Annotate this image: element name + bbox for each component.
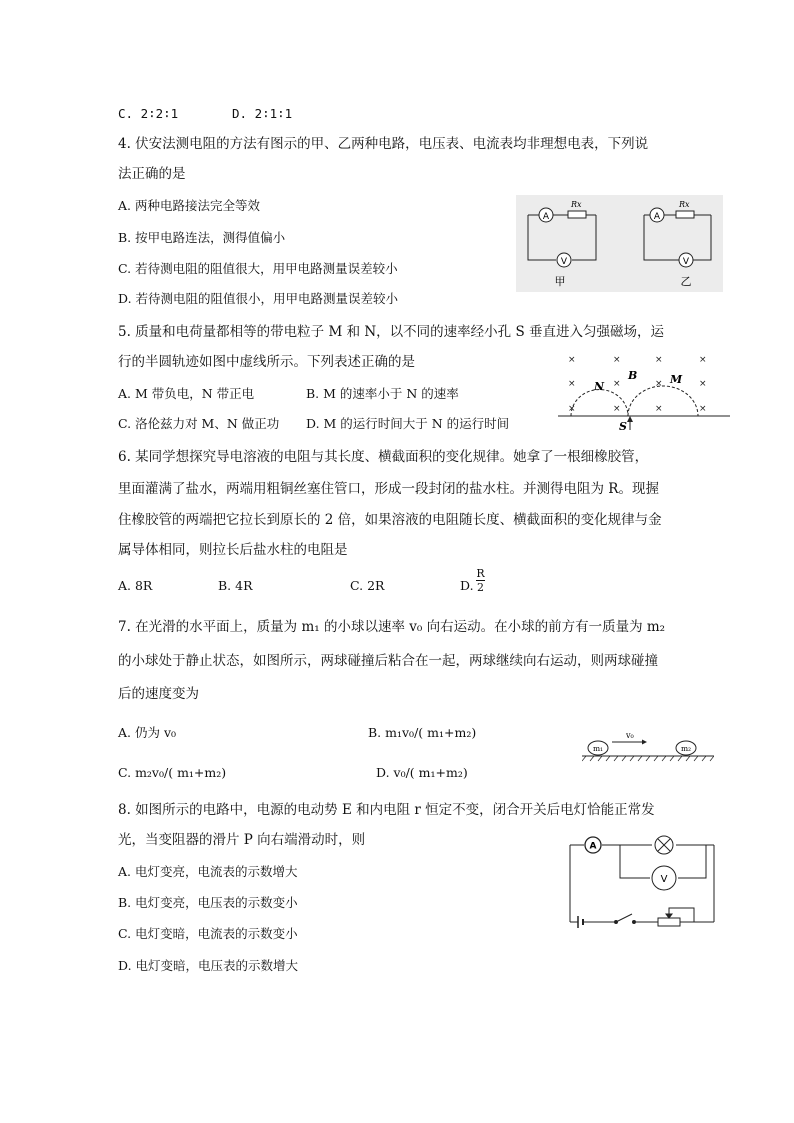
- q4-ammeter-left-label: A: [542, 212, 550, 222]
- q5-stem-line2: 行的半圆轨迹如图中虚线所示。下列表述正确的是: [118, 354, 415, 370]
- q3-option-d: D. 2∶1∶1: [232, 106, 293, 121]
- velocity-v0-label: v₀: [626, 731, 634, 740]
- q4-resistor-left-label: Rx: [571, 200, 582, 209]
- svg-text:×: ×: [613, 404, 621, 414]
- svg-text:×: ×: [699, 404, 707, 414]
- q4-stem-line2: 法正确的是: [118, 166, 186, 182]
- q4-option-c: C. 若待测电阻的阻值很大，用甲电路测量误差较小: [118, 261, 398, 276]
- q7-option-a: A. 仍为 v₀: [118, 725, 177, 740]
- q3-option-c: C. 2∶2∶1: [118, 106, 179, 121]
- q7-stem-line1: 7. 在光滑的水平面上，质量为 m₁ 的小球以速率 v₀ 向右运动。在小球的前方有一质量为 m₂: [118, 619, 666, 635]
- svg-text:×: ×: [699, 355, 707, 365]
- q6-option-a: A. 8R: [118, 578, 153, 593]
- svg-text:×: ×: [699, 379, 707, 389]
- fraction-denominator: 2: [477, 581, 484, 594]
- q4-option-b: B. 按甲电路连法，测得值偏小: [118, 230, 286, 245]
- q5-option-b: B. M 的速率小于 N 的速率: [306, 386, 459, 401]
- q4-stem-line1: 4. 伏安法测电阻的方法有图示的甲、乙两种电路，电压表、电流表均非理想电表，下列说: [118, 136, 649, 152]
- q4-label-yi: 乙: [680, 275, 692, 288]
- q8-option-b: B. 电灯变亮，电压表的示数变小: [118, 895, 298, 910]
- q8-voltmeter-label: V: [660, 874, 668, 885]
- q6-option-d: D.: [460, 578, 474, 593]
- svg-text:×: ×: [655, 379, 663, 389]
- q7-stem-line3: 后的速度变为: [118, 686, 199, 702]
- q5-stem-line1: 5. 质量和电荷量都相等的带电粒子 M 和 N，以不同的速率经小孔 S 垂直进入匀强磁场，运: [118, 324, 665, 340]
- q4-label-jia: 甲: [554, 275, 566, 288]
- q5-option-a: A. M 带负电，N 带正电: [118, 386, 255, 401]
- q6-stem-line3: 住橡胶管的两端把它拉长到原长的 2 倍，如果溶液的电阻随长度、横截面积的变化规律与金: [118, 512, 662, 528]
- q8-circuit-figure: [564, 832, 722, 932]
- q7-option-d: D. v₀/( m₁+m₂): [376, 765, 468, 780]
- q5-option-d: D. M 的运行时间大于 N 的运行时间: [306, 416, 510, 431]
- q7-collision-figure: [582, 728, 714, 764]
- q4-option-a: A. 两种电路接法完全等效: [118, 198, 260, 213]
- q8-ammeter-label: A: [589, 841, 597, 852]
- q6-option-d-fraction: [476, 567, 485, 594]
- q8-option-c: C. 电灯变暗，电流表的示数变小: [118, 926, 298, 941]
- particle-label-n: N: [594, 380, 605, 393]
- q6-stem-line1: 6. 某同学想探究导电溶液的电阻与其长度、横截面积的变化规律。她拿了一根细橡胶管，: [118, 449, 649, 465]
- q8-stem-line1: 8. 如图所示的电路中，电源的电动势 E 和内电阻 r 恒定不变，闭合开关后电灯恰能正常发: [118, 802, 655, 818]
- q4-circuit-figure: [516, 195, 723, 292]
- hole-label-s: S: [619, 420, 627, 432]
- q7-option-b: B. m₁v₀/( m₁+m₂): [368, 725, 477, 740]
- q4-option-d: D. 若待测电阻的阻值很小，用甲电路测量误差较小: [118, 291, 399, 306]
- q7-option-c: C. m₂v₀/( m₁+m₂): [118, 765, 227, 780]
- svg-text:×: ×: [613, 355, 621, 365]
- ball-m1-label: m₁: [592, 744, 604, 753]
- q4-resistor-right-label: Rx: [679, 200, 690, 209]
- q5-magnetic-field-figure: [558, 348, 730, 432]
- q8-option-d: D. 电灯变暗，电压表的示数增大: [118, 958, 299, 973]
- svg-text:×: ×: [568, 404, 576, 414]
- q6-option-c: C. 2R: [350, 578, 385, 593]
- svg-text:×: ×: [655, 355, 663, 365]
- svg-text:×: ×: [568, 355, 576, 365]
- q4-voltmeter-right-label: V: [682, 257, 690, 267]
- q8-option-a: A. 电灯变亮，电流表的示数增大: [118, 864, 298, 879]
- q8-stem-line2: 光，当变阻器的滑片 P 向右端滑动时，则: [118, 832, 366, 848]
- q4-voltmeter-left-label: V: [560, 257, 568, 267]
- q6-stem-line4: 属导体相同，则拉长后盐水柱的电阻是: [118, 542, 348, 558]
- field-label-b: B: [628, 369, 638, 382]
- ball-m2-label: m₂: [680, 744, 692, 753]
- q4-ammeter-right-label: A: [653, 212, 661, 222]
- svg-text:×: ×: [613, 379, 621, 389]
- q6-option-b: B. 4R: [218, 578, 253, 593]
- fraction-numerator: R: [476, 567, 485, 580]
- q6-stem-line2: 里面灌满了盐水，两端用粗铜丝塞住管口，形成一段封闭的盐水柱。并测得电阻为 R。现握: [118, 481, 659, 497]
- q7-stem-line2: 的小球处于静止状态，如图所示，两球碰撞后粘合在一起，两球继续向右运动，则两球碰撞: [118, 653, 658, 669]
- field-cross-marks: [568, 355, 707, 414]
- q5-option-c: C. 洛伦兹力对 M、N 做正功: [118, 416, 280, 431]
- svg-text:×: ×: [568, 379, 576, 389]
- svg-text:×: ×: [655, 404, 663, 414]
- particle-label-m: M: [670, 373, 683, 386]
